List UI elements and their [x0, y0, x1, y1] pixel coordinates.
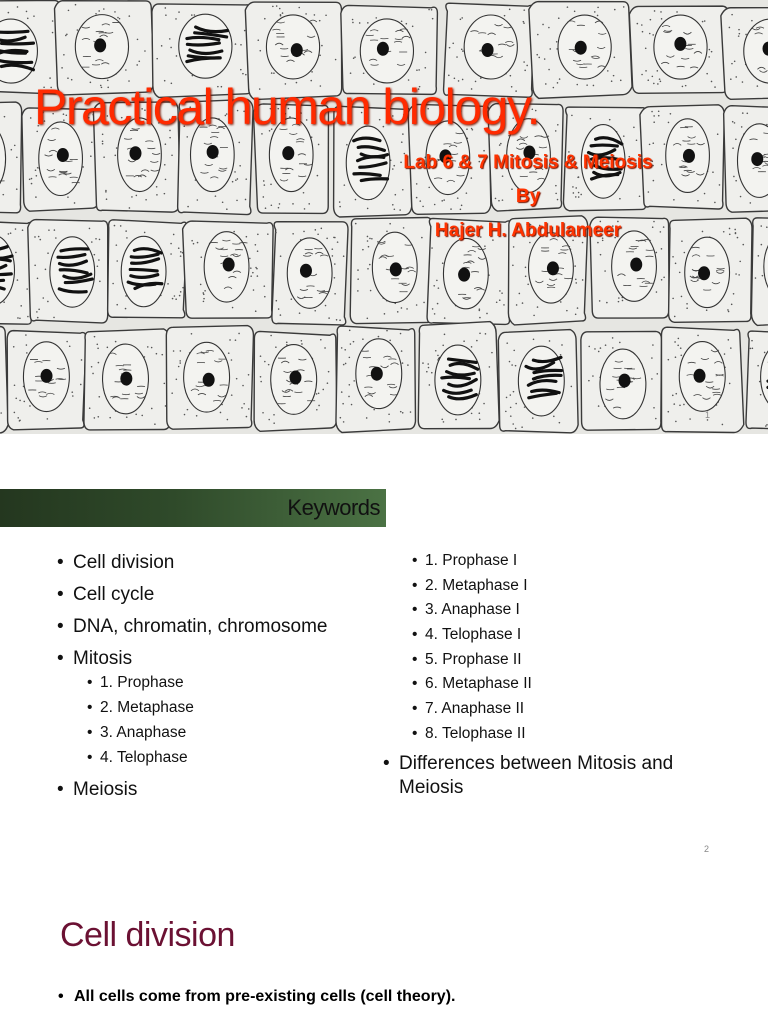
cell-division-slide [0, 864, 768, 1024]
meiosis-phase-list [412, 552, 532, 750]
list-item: • 4. Telophase I [412, 626, 532, 651]
list-item: • Cell division [57, 552, 327, 584]
cell-drawing [746, 331, 768, 430]
differences-item [383, 753, 673, 799]
list-item: • Mitosis [57, 648, 327, 674]
cell-drawing [529, 2, 632, 99]
presentation-title: Practical human biology. [34, 79, 540, 135]
cell-drawing [751, 218, 768, 326]
cell-drawing [166, 326, 253, 430]
cell-drawing [629, 6, 728, 93]
list-item: • 1. Prophase I [412, 552, 532, 577]
cell-drawing [498, 330, 578, 433]
lab-subtitle: Lab 6 & 7 Mitosis & Meiosis [403, 152, 653, 173]
keywords-slide [0, 434, 768, 864]
cell-drawing [581, 331, 662, 430]
list-item: • 7. Anaphase II [412, 700, 532, 725]
list-item: • DNA, chromatin, chromosome [57, 616, 327, 648]
cell-drawing [183, 221, 273, 318]
slide-number: 2 [704, 844, 710, 854]
list-item: • 5. Prophase II [412, 651, 532, 676]
list-item: • Cell cycle [57, 584, 327, 616]
cell-drawing [661, 327, 743, 432]
onion-root-cells-illustration [0, 0, 768, 434]
cell-theory-bullet: • All cells come from pre-existing cells (cell theory). [58, 988, 455, 1006]
author-name: Hajer H. Abdulameer [434, 220, 622, 241]
cell-drawing [28, 220, 108, 323]
by-label: By [515, 186, 541, 207]
title-slide [0, 0, 768, 434]
mitosis-phase-list [57, 674, 327, 779]
cell-drawing [7, 331, 86, 430]
keywords-header-bar [0, 489, 386, 527]
differences-line-2: Meiosis [399, 777, 464, 798]
list-item: • 2. Metaphase [87, 699, 327, 724]
cell-drawing [272, 222, 348, 325]
cell-drawing [724, 106, 768, 212]
list-item: • 3. Anaphase I [412, 601, 532, 626]
keywords-heading: Keywords [287, 495, 380, 520]
list-item: • 6. Metaphase II [412, 675, 532, 700]
list-item: • 3. Anaphase [87, 724, 327, 749]
slide-number: 1 [705, 410, 711, 420]
list-item: • Meiosis [57, 779, 327, 807]
list-item: • 1. Prophase [87, 674, 327, 699]
cell-drawing [108, 220, 187, 318]
cell-drawing [0, 102, 22, 213]
cell-drawing [418, 322, 499, 429]
keywords-left-column [57, 552, 327, 807]
list-item: • 8. Telophase II [412, 725, 532, 750]
cell-drawing [721, 8, 768, 100]
list-item: • 2. Metaphase I [412, 577, 532, 602]
slide-title: Cell division [60, 916, 235, 954]
cell-drawing [84, 329, 171, 430]
cell-drawing [254, 331, 337, 431]
differences-line-1: • Differences between Mitosis and [383, 753, 673, 777]
cell-drawing [336, 326, 416, 432]
list-item: • 4. Telophase [87, 749, 327, 779]
